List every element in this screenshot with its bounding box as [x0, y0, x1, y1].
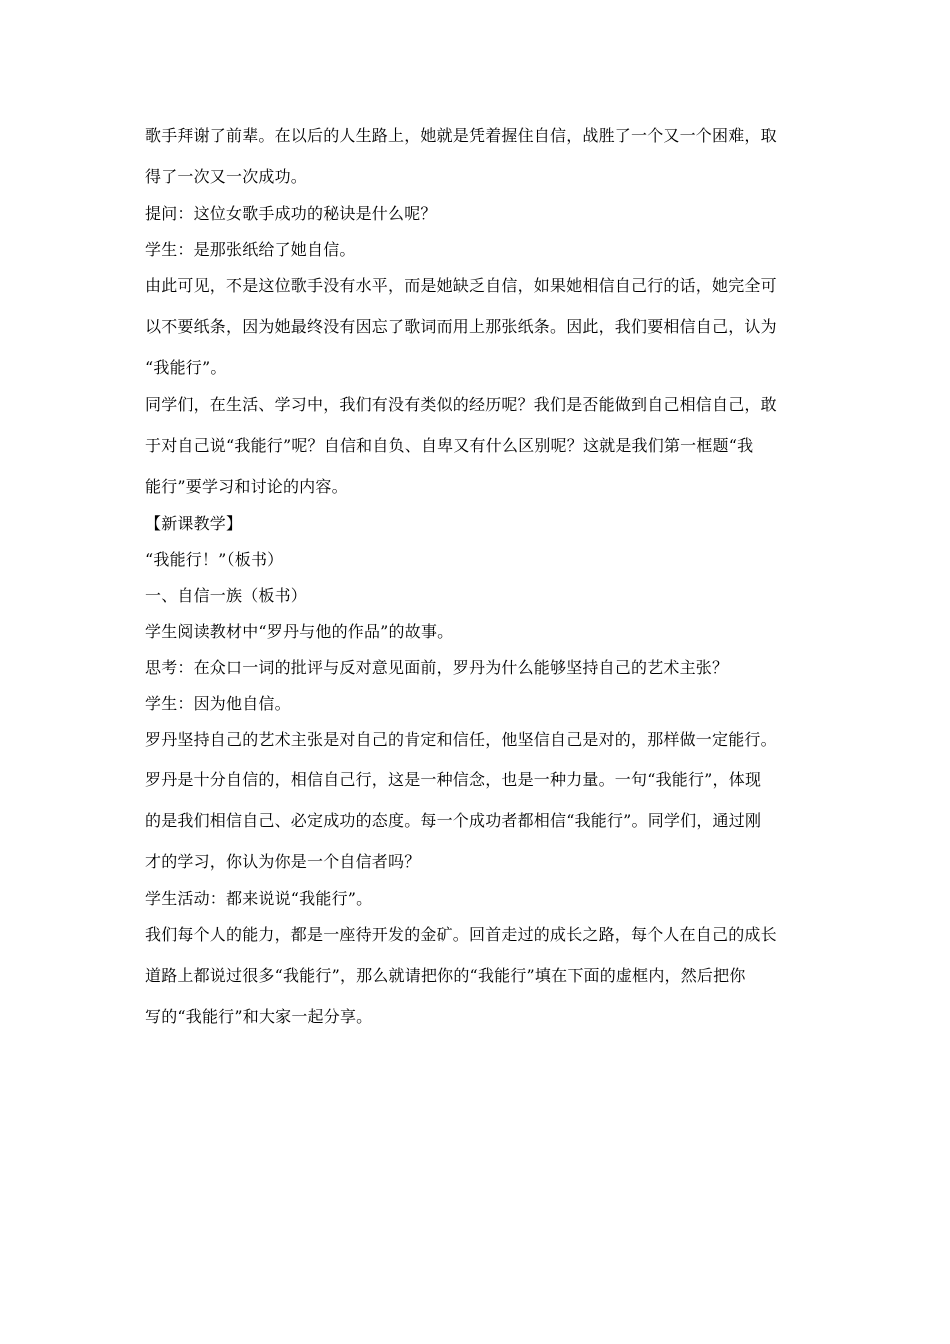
paragraph-line: 学生阅读教材中“罗丹与他的作品”的故事。	[145, 622, 454, 641]
paragraph-line: 歌手拜谢了前辈。在以后的人生路上，她就是凭着握住自信，战胜了一个又一个困难，取	[145, 126, 777, 145]
section-heading: 【新课教学】	[145, 514, 243, 533]
paragraph-line: 学生：因为他自信。	[145, 694, 291, 713]
paragraph-line: 学生：是那张纸给了她自信。	[145, 240, 356, 259]
paragraph-line: 由此可见，不是这位歌手没有水平，而是她缺乏自信，如果她相信自己行的话，她完全可	[145, 276, 777, 295]
paragraph-line: 学生活动：都来说说“我能行”。	[145, 889, 373, 908]
paragraph-line: 罗丹是十分自信的，相信自己行，这是一种信念，也是一种力量。一句“我能行”，体现	[145, 770, 762, 789]
board-title: “我能行！”（板书）	[145, 550, 284, 569]
paragraph-line: 道路上都说过很多“我能行”，那么就请把你的“我能行”填在下面的虚框内，然后把你	[145, 966, 746, 985]
paragraph-line: 同学们，在生活、学习中，我们有没有类似的经历呢？我们是否能做到自己相信自己，敢	[145, 395, 777, 414]
paragraph-line: 思考：在众口一词的批评与反对意见面前，罗丹为什么能够坚持自己的艺术主张？	[145, 658, 729, 677]
paragraph-line: 罗丹坚持自己的艺术主张是对自己的肯定和信任，他坚信自己是对的，那样做一定能行。	[145, 730, 777, 749]
paragraph-line: 我们每个人的能力，都是一座待开发的金矿。回首走过的成长之路，每个人在自己的成长	[145, 925, 777, 944]
paragraph-line: “我能行”。	[145, 358, 227, 377]
subsection-heading: 一、自信一族（板书）	[145, 586, 308, 605]
paragraph-line: 的是我们相信自己、必定成功的态度。每一个成功者都相信“我能行”。同学们，通过刚	[145, 811, 762, 830]
paragraph-line: 于对自己说“我能行”呢？自信和自负、自卑又有什么区别呢？这就是我们第一框题“我	[145, 436, 754, 455]
paragraph-line: 得了一次又一次成功。	[145, 167, 308, 186]
paragraph-line: 才的学习，你认为你是一个自信者吗？	[145, 852, 421, 871]
paragraph-line: 写的“我能行”和大家一起分享。	[145, 1007, 373, 1026]
paragraph-line: 以不要纸条，因为她最终没有因忘了歌词而用上那张纸条。因此，我们要相信自己，认为	[145, 317, 777, 336]
paragraph-line: 提问：这位女歌手成功的秘诀是什么呢？	[145, 204, 437, 223]
paragraph-line: 能行”要学习和讨论的内容。	[145, 477, 348, 496]
